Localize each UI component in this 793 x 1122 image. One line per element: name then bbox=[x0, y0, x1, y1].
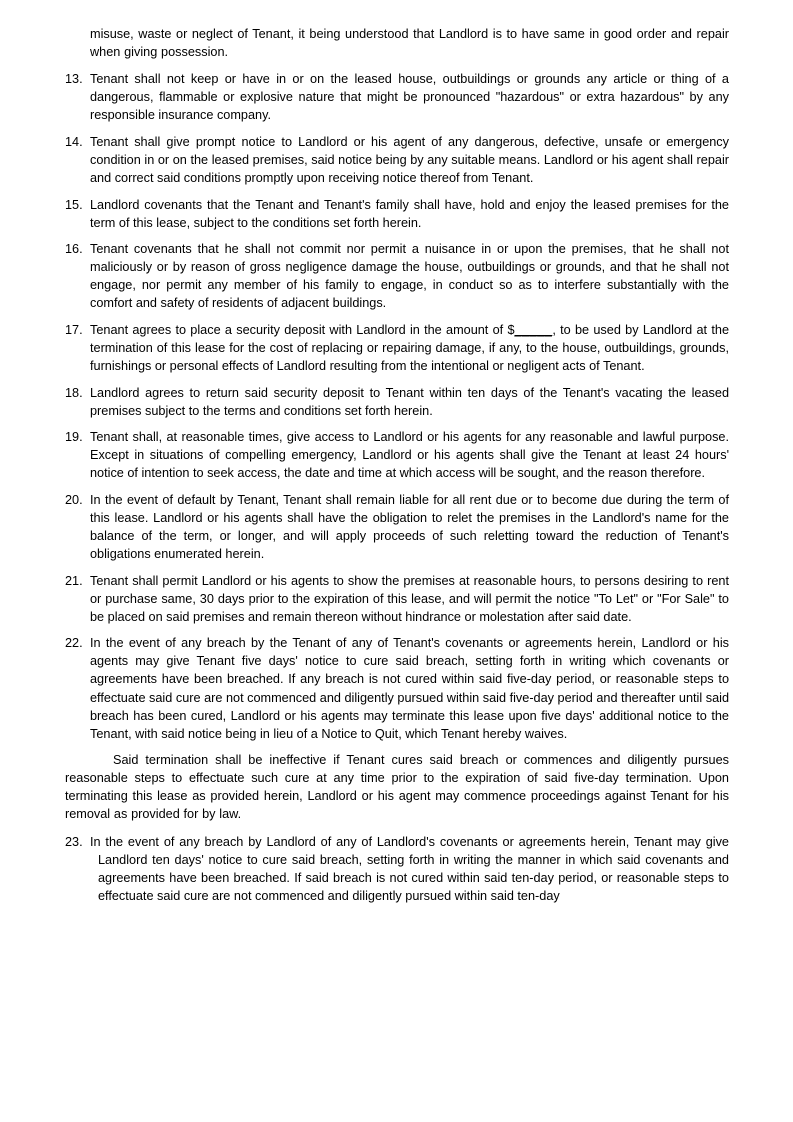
clause-text-after-blank: , to be used by Landlord at the termination of this lease for the cost of replacing or repairing damage, if any, to the house, outbuildings, grounds, furnishings or personal effects of Landlord resulting from the intentional or negligent acts of Tenant. bbox=[90, 322, 730, 374]
clause-20 bbox=[65, 491, 729, 563]
clause-text: Tenant covenants that he shall not commit nor permit a nuisance in or upon the premises, that he shall not maliciously or by reason of gross negligence damage the house, outbuildings or grounds, and that he shall not engage, nor permit any member of his family to engage, in conduct so as to interfere substantially with the comfort and safety of residents of adjacent buildings. bbox=[90, 242, 729, 311]
security-deposit-blank-field[interactable]: _____ bbox=[514, 322, 553, 337]
clause-text: Landlord covenants that the Tenant and Tenant's family shall have, hold and enjoy the leased premises for the term of this lease, subject to the conditions set forth herein. bbox=[90, 197, 729, 230]
clause-number: 16. bbox=[65, 242, 83, 257]
clause-number: 17. bbox=[65, 322, 83, 337]
clause-number: 18. bbox=[65, 385, 83, 400]
clause-text: Tenant shall give prompt notice to Landlord or his agent of any dangerous, defective, unsafe or emergency condition in or on the leased premises, said notice being by any suitable means. Landlord or his agent shall repair and correct said conditions promptly upon receiving notice thereof from Tenant. bbox=[90, 134, 729, 186]
clause-text: Tenant shall, at reasonable times, give access to Landlord or his agents for any reasonable and lawful purpose. Except in situations of compelling emergency, Landlord or his agents shall give the Tenant at least 24 hours' notice of intention to seek access, the date and time at which access will be sought, and the reason therefore. bbox=[90, 430, 729, 481]
clause-text: Landlord agrees to return said security deposit to Tenant within ten days of the Tenant's vacating the leased premises subject to the terms and conditions set forth herein. bbox=[90, 385, 729, 418]
clause-text: In the event of any breach by Landlord of any of Landlord's covenants or agreements herein, Tenant may give Landlord ten days' notice to cure said breach, setting forth in writing the manner in which said covenants and agreements have been breached. If said breach is not cured within said ten-day period, or reasonable steps to effectuate said cure are not commenced and diligently pursued within said ten-day bbox=[90, 834, 729, 903]
clause-18 bbox=[65, 384, 729, 420]
clause-number: 15. bbox=[65, 197, 83, 212]
termination-paragraph: Said termination shall be ineffective if Tenant cures said breach or commences and diligently pursues reasonable steps to effectuate such cure at any time prior to the expiration of said five-day termination. Upon terminating this lease as provided herein, Landlord or his agent may commence proceedings against Tenant for his removal as provided for by law. bbox=[65, 753, 729, 822]
clause-16 bbox=[65, 240, 729, 312]
clause-number: 23. bbox=[65, 834, 83, 849]
clause-text: Tenant shall permit Landlord or his agents to show the premises at reasonable hours, to persons desiring to rent or purchase same, 30 days prior to the expiration of this lease, and will permit the notice "To Let" or "For Sale" to be placed on said premises and remain thereon without hindrance or molestation after said date. bbox=[90, 573, 729, 624]
clause-number: 20. bbox=[65, 492, 83, 507]
clause-17 bbox=[65, 321, 729, 375]
clause-text: Tenant shall not keep or have in or on the leased house, outbuildings or grounds any article or thing of a dangerous, flammable or explosive nature that might be pronounced "hazardous" or extra hazardous" by any responsible insurance company. bbox=[90, 72, 729, 123]
clause-21 bbox=[65, 572, 729, 626]
clause-text: In the event of any breach by the Tenant of any of Tenant's covenants or agreements herein, Landlord or his agents may give Tenant five days' notice to cure said breach, setting forth in writing which covenants or agreements have been breached. If any breach is not cured within said five-day period, or reasonable steps to effectuate said cure are not commenced and diligently pursued within said five-day period and thereafter until said breach has been cured, Landlord or his agents may terminate this lease upon five days' additional notice to the Tenant, with said notice being in lieu of a Notice to Quit, which Tenant hereby waives. bbox=[90, 636, 729, 741]
clause-number: 22. bbox=[65, 636, 83, 651]
continuation-paragraph: misuse, waste or neglect of Tenant, it being understood that Landlord is to have same in good order and repair when giving possession. bbox=[90, 27, 729, 60]
clause-number: 13. bbox=[65, 72, 83, 87]
clause-19 bbox=[65, 428, 729, 482]
clause-number: 19. bbox=[65, 430, 83, 445]
clause-15 bbox=[65, 196, 729, 232]
clause-text bbox=[90, 321, 729, 375]
clause-text: In the event of default by Tenant, Tenant shall remain liable for all rent due or to become due during the term of this lease. Landlord or his agents shall have the obligation to relet the premises in the Landlord's name for the balance of the term, or longer, and will apply proceeds of such reletting toward the reduction of Tenant's obligations enumerated herein. bbox=[90, 492, 729, 562]
clause-14 bbox=[65, 133, 729, 187]
clause-text-before-blank: Tenant agrees to place a security deposit with Landlord in the amount of $ bbox=[90, 322, 515, 337]
clause-13 bbox=[65, 70, 729, 124]
clause-22 bbox=[65, 634, 729, 743]
clause-23 bbox=[65, 833, 729, 905]
clause-number: 14. bbox=[65, 134, 83, 149]
clause-number: 21. bbox=[65, 573, 83, 588]
document-text-body bbox=[65, 25, 729, 913]
